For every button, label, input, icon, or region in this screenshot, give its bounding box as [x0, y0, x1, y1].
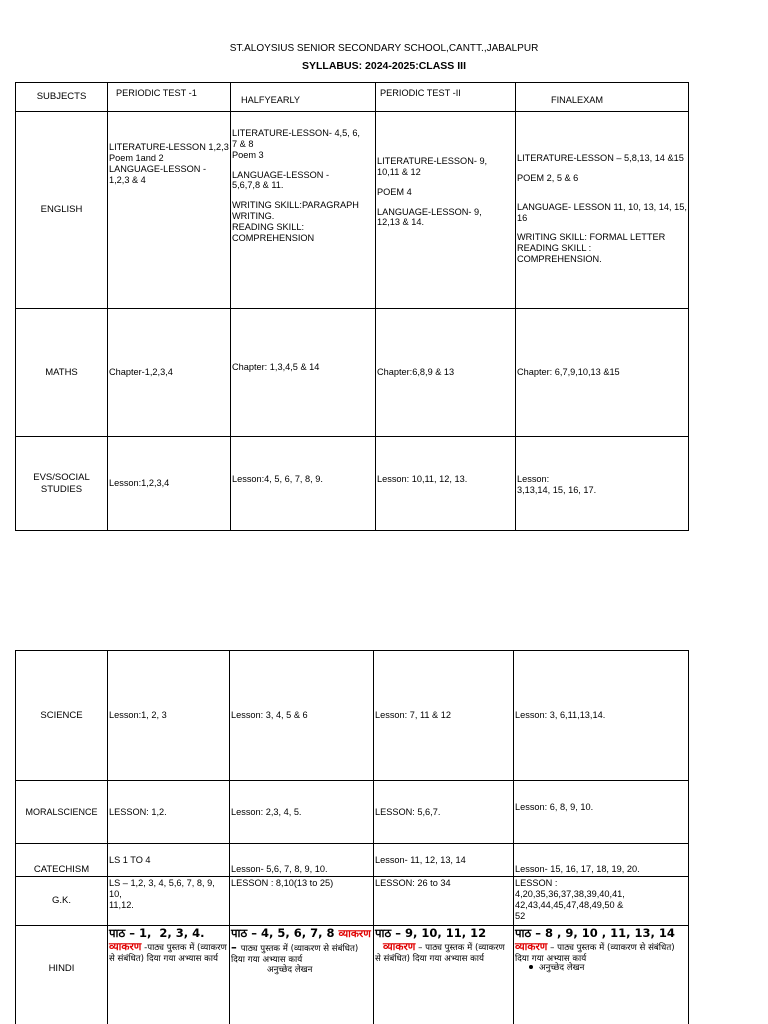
header-subjects: SUBJECTS: [16, 83, 108, 112]
subject-evs: EVS/SOCIAL STUDIES: [16, 437, 108, 531]
header-halfyearly: HALFYEARLY: [231, 83, 376, 112]
row-english: [16, 112, 689, 309]
header-periodic-test-2: PERIODIC TEST -II: [376, 83, 516, 112]
hindi-final: पाठ – 8 , 9, 10 , 11, 13, 14 व्याकरण – पाठ्य पुस्तक में (व्याकरण से संबंधित) दिया गया अभ्यास कार्य अनुच्छेद लेखन: [514, 926, 689, 1024]
subject-catechism: CATECHISM: [16, 844, 108, 877]
moral-final: Lesson: 6, 8, 9, 10.: [514, 781, 689, 844]
gk-halfyearly: LESSON : 8,10(13 to 25): [230, 877, 374, 926]
header-periodic-test-1: PERIODIC TEST -1: [108, 83, 231, 112]
row-moral-science: [16, 781, 689, 844]
school-name: ST.ALOYSIUS SENIOR SECONDARY SCHOOL,CANTT.,JABALPUR: [229, 43, 539, 54]
english-final: LITERATURE-LESSON – 5,8,13, 14 &15 POEM 2, 5 & 6 LANGUAGE- LESSON 11, 10, 13, 14, 15, 16 WRITING SKILL: FORMAL LETTER READING SKILL : COMPREHENSION.: [516, 112, 689, 309]
row-science: [16, 651, 689, 781]
moral-halfyearly: Lesson: 2,3, 4, 5.: [230, 781, 374, 844]
hindi-pt2: पाठ – 9, 10, 11, 12 व्याकरण – पाठ्य पुस्तक में (व्याकरण से संबंधित) दिया गया अभ्यास कार्य: [374, 926, 514, 1024]
english-pt2: LITERATURE-LESSON- 9, 10,11 & 12 POEM 4 LANGUAGE-LESSON- 9, 12,13 & 14.: [376, 112, 516, 309]
science-pt1: Lesson:1, 2, 3: [108, 651, 230, 781]
gk-pt1: LS – 1,2, 3, 4, 5,6, 7, 8, 9, 10, 11,12.: [108, 877, 230, 926]
syllabus-table-2: [15, 650, 689, 1024]
row-catechism: [16, 844, 689, 877]
syllabus-title: SYLLABUS: 2024-2025:CLASS III: [302, 60, 466, 72]
evs-halfyearly: Lesson:4, 5, 6, 7, 8, 9.: [231, 437, 376, 531]
catechism-final: Lesson- 15, 16, 17, 18, 19, 20.: [514, 844, 689, 877]
gk-pt2: LESSON: 26 to 34: [374, 877, 514, 926]
row-maths: [16, 309, 689, 437]
row-hindi: [16, 926, 689, 1024]
subject-hindi: HINDI: [16, 926, 108, 1024]
maths-pt2: Chapter:6,8,9 & 13: [376, 309, 516, 437]
english-halfyearly: LITERATURE-LESSON- 4,5, 6, 7 & 8 Poem 3 LANGUAGE-LESSON - 5,6,7,8 & 11. WRITING SKILL:PARAGRAPH WRITING. READING SKILL: COMPREHENSION: [231, 112, 376, 309]
english-pt1: LITERATURE-LESSON 1,2,3 Poem 1and 2 LANGUAGE-LESSON - 1,2,3 & 4: [108, 112, 231, 309]
maths-pt1: Chapter-1,2,3,4: [108, 309, 231, 437]
row-gk: [16, 877, 689, 926]
header-row: [16, 83, 689, 112]
row-evs: [16, 437, 689, 531]
science-final: Lesson: 3, 6,11,13,14.: [514, 651, 689, 781]
subject-moral-science: MORALSCIENCE: [16, 781, 108, 844]
moral-pt1: LESSON: 1,2.: [108, 781, 230, 844]
maths-halfyearly: Chapter: 1,3,4,5 & 14: [231, 309, 376, 437]
subject-science: SCIENCE: [16, 651, 108, 781]
bullet-icon: [529, 965, 533, 969]
subject-english: ENGLISH: [16, 112, 108, 309]
hindi-halfyearly: पाठ – 4, 5, 6, 7, 8 व्याकरण – पाठ्य पुस्तक में (व्याकरण से संबंधित) दिया गया अभ्यास कार्य अनुच्छेद लेखन: [230, 926, 374, 1024]
evs-pt1: Lesson:1,2,3,4: [108, 437, 231, 531]
moral-pt2: LESSON: 5,6,7.: [374, 781, 514, 844]
catechism-pt2: Lesson- 11, 12, 13, 14: [374, 844, 514, 877]
maths-final: Chapter: 6,7,9,10,13 &15: [516, 309, 689, 437]
syllabus-table-1: [15, 82, 689, 531]
catechism-pt1: LS 1 TO 4: [108, 844, 230, 877]
subject-gk: G.K.: [16, 877, 108, 926]
hindi-pt1: पाठ – 1, 2, 3, 4. व्याकरण -पाठ्य पुस्तक में (व्याकरण से संबंधित) दिया गया अभ्यास कार्य: [108, 926, 230, 1024]
subject-maths: MATHS: [16, 309, 108, 437]
catechism-halfyearly: Lesson- 5,6, 7, 8, 9, 10.: [230, 844, 374, 877]
gk-final: LESSON : 4,20,35,36,37,38,39,40,41, 42,43,44,45,47,48,49,50 & 52: [514, 877, 689, 926]
science-pt2: Lesson: 7, 11 & 12: [374, 651, 514, 781]
evs-pt2: Lesson: 10,11, 12, 13.: [376, 437, 516, 531]
science-halfyearly: Lesson: 3, 4, 5 & 6: [230, 651, 374, 781]
hindi-final-bullet-item: अनुच्छेद लेखन: [515, 964, 687, 973]
evs-final: Lesson: 3,13,14, 15, 16, 17.: [516, 437, 689, 531]
header-final-exam: FINALEXAM: [516, 83, 689, 112]
